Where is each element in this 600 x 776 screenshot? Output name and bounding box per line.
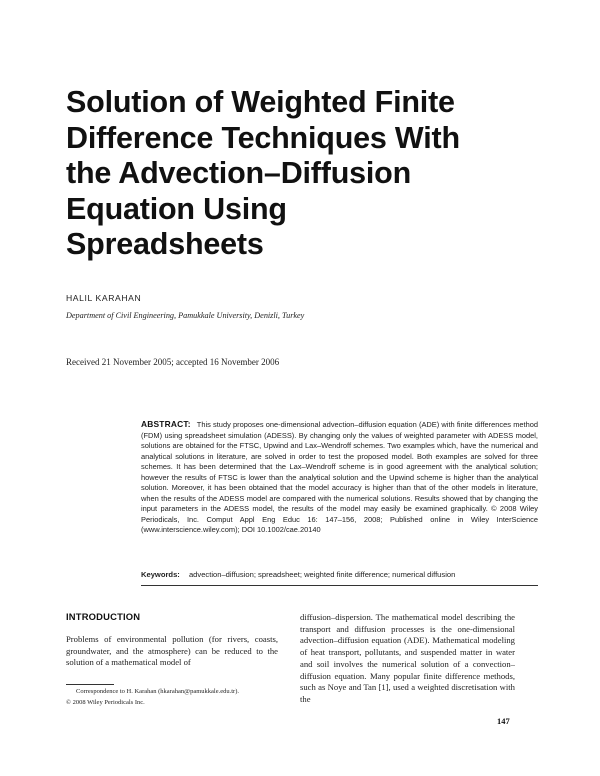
title-line: Difference Techniques With [66, 120, 460, 155]
title-line: Spreadsheets [66, 227, 264, 261]
title-line: the Advection–Diffusion [66, 156, 412, 190]
footnote [66, 686, 286, 708]
introduction-right-column: diffusion–dispersion. The mathematical model describing the transport and diffusion processes is the one-dimensional advection–diffusion equation (ADE). Mathematical modeling of heat transport, pollutants, and suspended matter in water and soil involves the numerical solution of a convection–diffusion equation. Many popular finite difference methods, such as Noye and Tan [1], used a weighted discretisation with the [300, 612, 515, 705]
author-name: HALIL KARAHAN [66, 293, 142, 303]
correspondence-note: Correspondence to H. Karahan (hkarahan@pamukkale.edu.tr). [76, 688, 240, 695]
copyright-note: © 2008 Wiley Periodicals Inc. [66, 699, 145, 706]
introduction-left-column: Problems of environmental pollution (for rivers, coasts, groundwater, and the atmosphere) can be reduced to the solution of a mathematical model of [66, 634, 278, 668]
keywords-text: advection–diffusion; spreadsheet; weighted finite difference; numerical diffusion [188, 570, 456, 579]
abstract-citation: © 2008 Wiley Periodicals, Inc. Comput Appl Eng Educ 16: 147–156, 2008; Published online in Wiley InterScience (www.interscience.wiley.com); DOI 10.1002/cae.20140 [141, 504, 538, 535]
section-heading-introduction: INTRODUCTION [66, 611, 141, 622]
footnote-divider [66, 684, 114, 685]
page-number: 147 [497, 716, 510, 726]
keywords-label: Keywords: [141, 570, 180, 579]
keywords-divider [141, 585, 538, 586]
keywords-line [141, 570, 538, 579]
abstract-block [141, 419, 538, 536]
abstract-label: ABSTRACT: [141, 419, 191, 429]
author-affiliation: Department of Civil Engineering, Pamukkale University, Denizli, Turkey [66, 311, 305, 320]
title-line: Solution of Weighted Finite [66, 85, 455, 119]
received-dates: Received 21 November 2005; accepted 16 November 2006 [66, 357, 280, 367]
title-line: Equation Using [66, 191, 287, 226]
abstract-text: This study proposes one-dimensional advection–diffusion equation (ADE) with finite differences method (FDM) using spreadsheet simulation (ADESS). By changing only the values of weighted parameter with ADESS model, solutions are obtained for the FTSC, Upwind and Lax–Wendroff schemes. Two examples which, have the numerical and analytical solutions in literature, are solved in order to test the proposed model. Both examples are solved for three schemes. It has been determined that the Lax–Wendroff scheme is in good agreement with the analytical solution; however the results of FTSC is lower than the analytical solution and the Upwind scheme is higher than the analytical solution. Moreover, it has been obtained that the model accuracy is higher than that of the other models in literature, when the results of the ADESS model are compared with the numerical solutions. Results showed that by changing the input parameters in the ADESS model, the results of the model may easily be examined graphically. [141, 420, 538, 514]
article-title [66, 85, 546, 263]
